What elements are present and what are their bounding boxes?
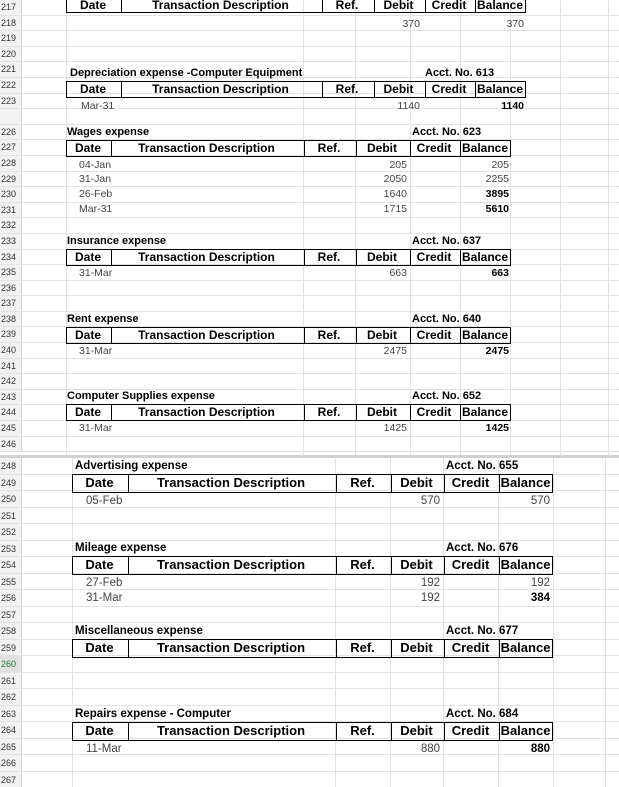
sheet-row — [0, 607, 619, 624]
col-description: Transaction Description — [156, 475, 306, 490]
date-cell[interactable]: 31-Mar — [86, 592, 123, 604]
col-credit: Credit — [416, 141, 452, 155]
col-balance: Balance — [461, 328, 509, 342]
row-number[interactable]: 264 — [0, 722, 22, 738]
debit-cell[interactable]: 192 — [420, 592, 440, 604]
col-credit: Credit — [451, 557, 490, 572]
sheet-row — [0, 16, 619, 32]
balance-cell[interactable]: 2475 — [485, 345, 509, 357]
gridline — [355, 0, 356, 455]
row-number[interactable]: 221 — [0, 62, 22, 77]
gridline — [303, 0, 304, 455]
col-description: Transaction Description — [156, 557, 306, 572]
sheet-row — [0, 296, 619, 312]
col-ref: Ref. — [317, 405, 341, 419]
row-number[interactable]: 237 — [0, 296, 22, 311]
sheet-row — [0, 218, 619, 234]
sheet-row — [0, 437, 619, 453]
date-cell[interactable]: Mar-31 — [81, 100, 115, 112]
row-number[interactable]: 255 — [0, 574, 22, 590]
row-number[interactable]: 222 — [0, 78, 22, 93]
date-cell[interactable]: 27-Feb — [86, 577, 123, 589]
row-number[interactable]: 258 — [0, 623, 22, 639]
account-number[interactable]: Acct. No. 623 — [412, 126, 482, 138]
row-number[interactable]: 267 — [0, 772, 22, 787]
col-debit: Debit — [400, 475, 433, 490]
row-number[interactable]: 220 — [0, 47, 22, 62]
col-date: Date — [79, 82, 106, 96]
gridline — [66, 0, 67, 455]
row-number[interactable]: 253 — [0, 541, 22, 557]
col-debit: Debit — [400, 640, 433, 655]
col-ref: Ref. — [317, 250, 341, 264]
col-balance: Balance — [476, 0, 524, 12]
gridline — [560, 0, 561, 455]
balance-cell[interactable]: 570 — [530, 495, 550, 507]
balance-cell[interactable]: 1425 — [485, 422, 509, 434]
col-credit: Credit — [451, 723, 490, 738]
row-number[interactable]: 252 — [0, 524, 22, 540]
row-number[interactable]: 251 — [0, 508, 22, 524]
col-ref: Ref. — [350, 557, 375, 572]
debit-cell[interactable]: 2475 — [383, 345, 407, 357]
col-credit: Credit — [431, 82, 467, 96]
gridline — [510, 0, 511, 455]
account-title[interactable]: Computer Supplies expense — [67, 390, 215, 402]
row-number[interactable]: 244 — [0, 405, 22, 420]
row-number[interactable]: 249 — [0, 475, 22, 491]
date-cell[interactable]: 31-Mar — [79, 422, 113, 434]
row-number[interactable]: 241 — [0, 359, 22, 374]
row-number[interactable]: 233 — [0, 234, 22, 249]
account-number[interactable]: Acct. No. 613 — [425, 67, 495, 79]
account-title[interactable]: Insurance expense — [67, 235, 167, 247]
col-description: Transaction Description — [152, 0, 289, 12]
col-balance: Balance — [461, 405, 509, 419]
balance-cell[interactable]: 192 — [530, 577, 550, 589]
col-date: Date — [85, 557, 114, 572]
col-description: Transaction Description — [152, 82, 289, 96]
row-number[interactable]: 235 — [0, 265, 22, 280]
row-number[interactable]: 223 — [0, 94, 22, 109]
balance-cell[interactable]: 384 — [530, 592, 550, 604]
balance-cell[interactable]: 370 — [506, 18, 524, 30]
col-date: Date — [79, 0, 106, 12]
col-balance: Balance — [500, 557, 551, 572]
row-number[interactable]: 229 — [0, 172, 22, 187]
account-number[interactable]: Acct. No. 676 — [446, 542, 519, 554]
col-description: Transaction Description — [138, 141, 275, 155]
row-number[interactable]: 238 — [0, 312, 22, 327]
row-number[interactable]: 256 — [0, 590, 22, 606]
row-number[interactable]: 242 — [0, 374, 22, 389]
account-title[interactable]: Wages expense — [67, 126, 150, 138]
sheet-row — [0, 47, 619, 63]
account-number[interactable]: Acct. No. 655 — [446, 460, 519, 472]
col-balance: Balance — [500, 723, 551, 738]
account-title[interactable]: Miscellaneous expense — [75, 625, 203, 637]
balance-cell[interactable]: 663 — [491, 267, 509, 279]
balance-cell[interactable]: 2255 — [485, 173, 509, 185]
account-title[interactable]: Repairs expense - Computer — [75, 708, 231, 720]
col-credit: Credit — [416, 250, 452, 264]
col-balance: Balance — [500, 475, 551, 490]
debit-cell[interactable]: 1140 — [397, 100, 420, 112]
col-date: Date — [85, 723, 114, 738]
col-ref: Ref. — [350, 723, 375, 738]
account-title[interactable]: Depreciation expense -Computer Equipment — [70, 67, 303, 79]
row-number[interactable]: 240 — [0, 343, 22, 358]
date-cell[interactable]: 26-Feb — [79, 188, 113, 200]
row-number[interactable]: 259 — [0, 640, 22, 656]
balance-cell[interactable]: 5610 — [485, 203, 509, 215]
gridline — [553, 458, 554, 787]
date-cell[interactable]: 31-Mar — [79, 267, 113, 279]
col-ref: Ref. — [317, 141, 341, 155]
row-number[interactable]: 226 — [0, 125, 22, 140]
col-date: Date — [74, 328, 101, 342]
col-date: Date — [74, 250, 101, 264]
row-number[interactable]: 254 — [0, 557, 22, 573]
col-debit: Debit — [367, 405, 397, 419]
row-number[interactable]: 248 — [0, 458, 22, 474]
sheet-row — [0, 656, 619, 673]
date-cell[interactable]: 11-Mar — [86, 743, 122, 755]
col-balance: Balance — [500, 640, 551, 655]
row-number[interactable]: 230 — [0, 187, 22, 202]
debit-cell[interactable]: 2050 — [383, 173, 407, 185]
gridline — [605, 458, 606, 787]
row-number[interactable] — [0, 109, 22, 124]
col-credit: Credit — [451, 475, 490, 490]
sheet-row — [0, 755, 619, 772]
col-credit: Credit — [416, 328, 452, 342]
col-description: Transaction Description — [156, 723, 306, 738]
date-cell[interactable]: 05-Feb — [86, 495, 123, 507]
account-number[interactable]: Acct. No. 640 — [412, 313, 482, 325]
balance-cell[interactable]: 1140 — [501, 100, 524, 112]
debit-cell[interactable]: 663 — [389, 267, 407, 279]
col-credit: Credit — [431, 0, 467, 12]
col-ref: Ref. — [335, 82, 359, 96]
row-number[interactable]: 234 — [0, 250, 22, 265]
account-title[interactable]: Advertising expense — [75, 460, 188, 472]
gridline — [410, 0, 411, 455]
col-balance: Balance — [461, 141, 509, 155]
col-ref: Ref. — [335, 0, 359, 12]
debit-cell[interactable]: 880 — [420, 743, 440, 755]
sheet-row — [0, 281, 619, 297]
row-number[interactable]: 228 — [0, 156, 22, 171]
account-title[interactable]: Rent expense — [67, 313, 139, 325]
row-number[interactable]: 246 — [0, 437, 22, 452]
account-number[interactable]: Acct. No. 677 — [446, 625, 519, 637]
sheet-row — [0, 673, 619, 690]
debit-cell[interactable]: 192 — [420, 577, 440, 589]
col-debit: Debit — [400, 557, 433, 572]
col-debit: Debit — [367, 328, 397, 342]
debit-cell[interactable]: 1715 — [383, 203, 407, 215]
row-number[interactable]: 266 — [0, 755, 22, 771]
row-number[interactable]: 227 — [0, 140, 22, 155]
col-description: Transaction Description — [138, 250, 275, 264]
ledger-panel-bottom — [0, 458, 619, 787]
sheet-row — [0, 508, 619, 525]
row-number[interactable]: 243 — [0, 390, 22, 405]
row-number[interactable]: 263 — [0, 706, 22, 722]
row-number[interactable]: 250 — [0, 491, 22, 507]
row-number[interactable]: 232 — [0, 218, 22, 233]
col-date: Date — [85, 640, 114, 655]
row-number[interactable]: 219 — [0, 31, 22, 46]
col-date: Date — [74, 405, 101, 419]
col-balance: Balance — [476, 82, 524, 96]
row-number[interactable]: 265 — [0, 739, 22, 755]
account-title[interactable]: Mileage expense — [75, 542, 167, 554]
row-number[interactable]: 231 — [0, 203, 22, 218]
col-ref: Ref. — [350, 640, 375, 655]
col-credit: Credit — [416, 405, 452, 419]
col-date: Date — [74, 141, 101, 155]
date-cell[interactable]: 31-Mar — [79, 345, 113, 357]
account-number[interactable]: Acct. No. 637 — [412, 235, 482, 247]
debit-cell[interactable]: 370 — [402, 18, 420, 30]
balance-cell[interactable]: 205 — [491, 159, 509, 171]
sheet-row — [0, 374, 619, 390]
row-number[interactable]: 245 — [0, 421, 22, 436]
debit-cell[interactable]: 570 — [420, 495, 440, 507]
col-date: Date — [85, 475, 114, 490]
col-ref: Ref. — [317, 328, 341, 342]
sheet-row — [0, 772, 619, 787]
date-cell[interactable]: Mar-31 — [79, 203, 113, 215]
sheet-row — [0, 689, 619, 706]
sheet-row — [0, 359, 619, 375]
date-cell[interactable]: 31-Jan — [79, 173, 112, 185]
col-debit: Debit — [400, 723, 433, 738]
row-number[interactable]: 218 — [0, 16, 22, 31]
col-balance: Balance — [461, 250, 509, 264]
col-description: Transaction Description — [156, 640, 306, 655]
debit-cell[interactable]: 1640 — [383, 188, 407, 200]
col-description: Transaction Description — [138, 405, 275, 419]
col-debit: Debit — [367, 141, 397, 155]
account-number[interactable]: Acct. No. 684 — [446, 708, 519, 720]
account-number[interactable]: Acct. No. 652 — [412, 390, 482, 402]
debit-cell[interactable]: 1425 — [383, 422, 407, 434]
row-number[interactable]: 261 — [0, 673, 22, 689]
sheet-row — [0, 524, 619, 541]
col-ref: Ref. — [350, 475, 375, 490]
date-cell[interactable]: 04-Jan — [79, 159, 112, 171]
sheet-row — [0, 31, 619, 47]
col-credit: Credit — [451, 640, 490, 655]
row-number[interactable]: 217 — [0, 0, 22, 15]
balance-cell[interactable]: 3895 — [485, 188, 509, 200]
row-number[interactable]: 262 — [0, 689, 22, 705]
col-debit: Debit — [367, 250, 397, 264]
row-number[interactable]: 239 — [0, 327, 22, 342]
row-number[interactable]: 260 — [0, 656, 22, 672]
debit-cell[interactable]: 205 — [389, 159, 407, 171]
col-debit: Debit — [383, 0, 414, 12]
balance-cell[interactable]: 880 — [530, 743, 550, 755]
row-number[interactable]: 257 — [0, 607, 22, 623]
col-debit: Debit — [383, 82, 414, 96]
col-description: Transaction Description — [138, 328, 275, 342]
gridline — [608, 0, 609, 455]
row-number[interactable]: 236 — [0, 281, 22, 296]
